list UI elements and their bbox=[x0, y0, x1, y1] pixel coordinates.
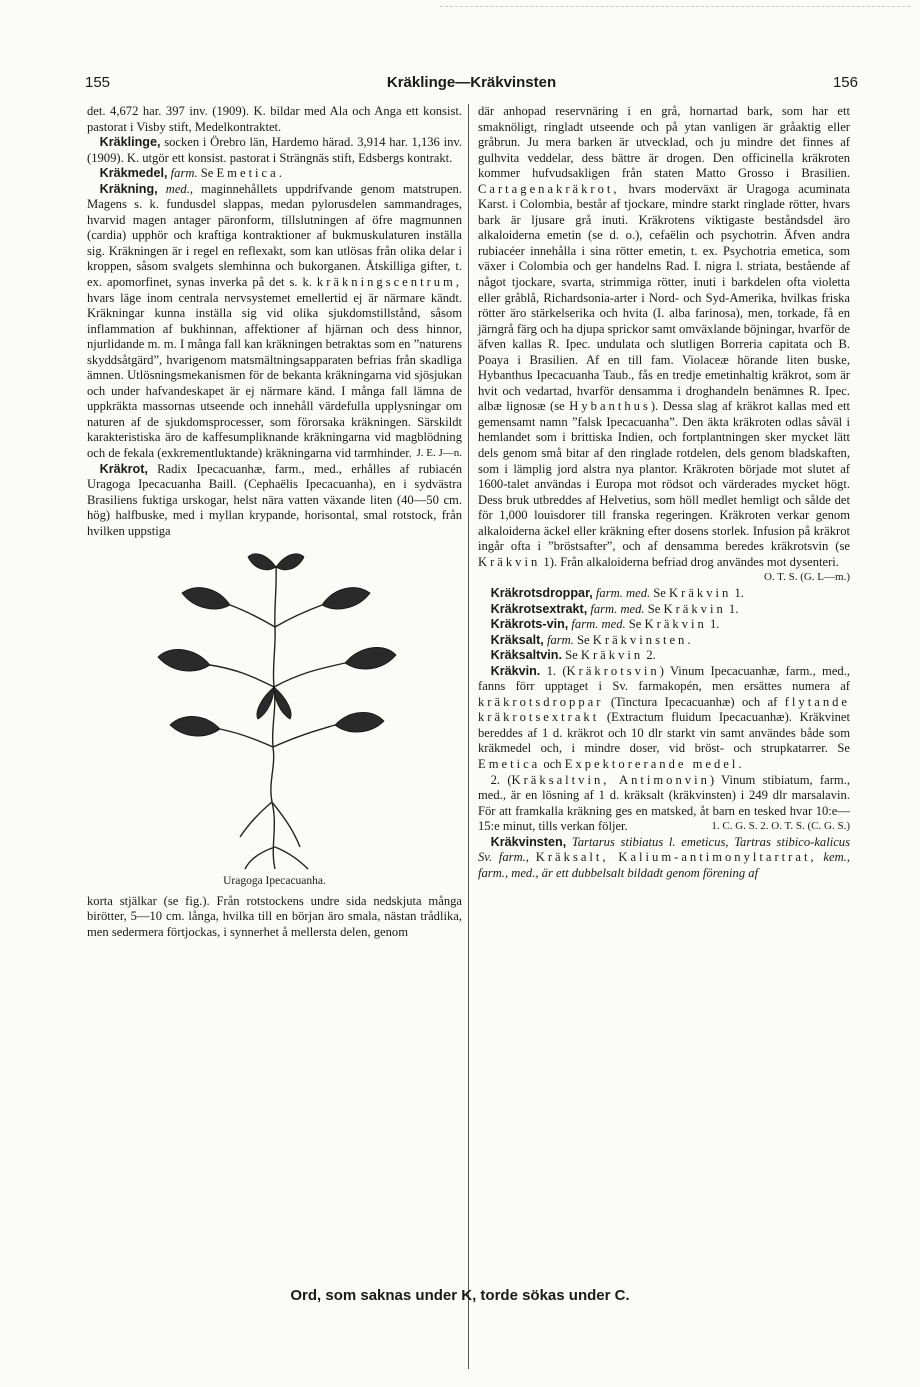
entry-krakning: Kräkning, med., maginnehållets uppdrifvande genom matstrupen. Magens s. k. fundusdel slappas, medan pylorusdelen sammandrages, hvarvid magen antager päronform, tillslutningen af öfre magmunnen (cardia) upphör och kraftiga kontraktioner af bukmuskulaturen inställa sig. Kräkningen är i regel en reflexakt, som kan utlösas från olika delar i kroppen, såsom svalgets slemhinna och bukorganen. Åtskilliga gifter, t. ex. apomorfinet, synas inverka på det s. k. kräkningscentrum, hvars läge inom centrala nervsystemet emellertid ej är närmare kändt. Kräkningar kunna inställa sig vid olika sjukdomstillstånd, såsom inflammation af bukhinnan, affektioner af hjärnan och dess hinnor, njurlidande m. m. I många fall kan kräkningen betraktas som en ”naturens skyddsåtgärd”, hvarigenom matsmältningsapparaten befrias från skadliga ämnen. Utlösningsmekanismen för de bekanta kräkningarna vid sjösjukan och under hafvandeskapet är ej närmare känd. I många fall lämna de uppkräkta massornas utseende och innehåll värdefulla upplysningar om naturen af de sjukdomsprocesser, som förorsaka kräkningen. Särskildt karakteristiska äro de kaffesumpliknande kräkningarna vid magblödning och de fekala (exkrementluktande) kräkningarna vid tarmhinder. J. E. J—n. bbox=[87, 181, 462, 461]
paragraph: det. 4,672 har. 397 inv. (1909). K. bildar med Ala och Anga ett konsist. pastorat i Visby stift, Medelkontraktet. bbox=[87, 104, 462, 134]
figure-uragoga bbox=[87, 547, 462, 890]
entry-krakvin: Kräkvin. 1. (Kräkrotsvin) Vinum Ipecacuanhæ, farm., med., fanns förr upptaget i Sv. farmakopén, men ersättes numera af kräkrotsdroppar (Tinctura Ipecacuanhæ) och af flytande kräkrotsextrakt (Extractum fluidum Ipecacuanhæ). Kräkvinet bereddes af 1 d. kräkrot och 10 dlr starkt vin samt användes både som kräkmedel och, i mindre doser, vid bröst- och strupkatarrer. Se Emetica och Expektorerande medel. bbox=[478, 663, 851, 771]
entry-krakrotsdroppar: Kräkrotsdroppar, farm. med. Se Kräkvin 1. bbox=[490, 585, 744, 600]
cross-reference: Kräkvin bbox=[580, 648, 644, 663]
author-signature: O. T. S. (G. L—m.) bbox=[763, 571, 850, 584]
headword: Kräkning, bbox=[99, 181, 158, 196]
headword: Kräksaltvin. bbox=[490, 648, 562, 663]
author-signature: J. E. J—n. bbox=[416, 447, 462, 460]
cross-reference: Kräkvinsten. bbox=[592, 632, 694, 647]
running-title: Kräklinge—Kräkvinsten bbox=[386, 74, 557, 91]
paragraph: där anhopad reservnäring i en grå, hornartad bark, som har ett smaknöligt, ringladt utseende och på ytan vanligen är gråaktig eller gråbrun. Ju mera barken är utvecklad, och ju mindre det finnes af gulhvita veddelar, dess bättre är drogen. Den officinella kräkroten kommer hufvudsakligen från staten Matto Grosso i Brasilien. Cartagenakräkrot, hvars moderväxt är Uragoga acuminata Karst. i Colombia, består af tjockare, mindre starkt ringlade rötter, hvars bark är ljusare grå inuti. Kräkrotens viktigaste beståndsdel äro alkaloiderna emetin (se d. o.), cefaëlin och psychotrin. Äfven andra rubiacéer innehålla i sina rötter emetin, t. ex. Psychotria emetica, som växer i Colombia och ger handelns Rad. I. nigra l. striata, bestående af något tjockare, svarta, strimmiga rötter, inuti i barkdelen ofta violetta eller gråblå, Richardsonia-arter i Nord- och Syd-Amerika, hvilkas friska rötter äro stärkelserika och hvita (I. alba farinosa), men, torkade, få en järngrå färg och ha djupa sprickor samt omväxlande böjningar, hvarför de äfven kallas R. Ipec. undulata och slutligen Borreria capitata och B. Poaya i Brasilien. Af en till fam. Violaceæ hörande liten buske, Hybanthus Ipecacuanha Taub., fås en tredje emetinhaltig kräkrot, som är hvit och vedartad, hvarför densamma i droghandeln benämnes R. Ipec. albæ lignosæ (se Hybanthus). Dessa slag af kräkrot kallas med ett gemensamt namn ”falsk Ipecacuanha”. Den äkta kräkroten odlas såväl i hemlandet som i brittiska Indien, och fortplantningen sker mycket lätt dels genom små bitar af den ringlade rotdelen, dels genom bladskaften, som i lämplig jord alstra nya plantor. Kräkroten började mot slutet af 1600-talet användas i Europa mot rödsot och värderades mycket högt. Dess bruk utbreddes af Helvetius, som höll medlet hemligt och sålde det för 1,000 louisdorer till franska regeringen. Kräkroten verkar genom alkaloiderna äckel eller kräkning efter dosens storlek. Infusion på kräkrot ingår ofta i ”bröstsafter”, och af densamma beredes kräkrotsvin (se Kräkvin 1). Från alkaloiderna befriad drog användes mot dysenteri. O. T. S. (G. L—m.) bbox=[478, 104, 850, 570]
headword: Kräkrotsextrakt, bbox=[490, 601, 588, 616]
entry-kraklinge: Kräklinge, socken i Örebro län, Hardemo härad. 3,914 har. 1,136 inv. (1909). K. utgör ett konsist. pastorat i Strängnäs stift, Edsbergs kontrakt. bbox=[87, 135, 462, 165]
cross-reference: Kräkvin bbox=[644, 617, 707, 632]
entry-krakvin-2: 2. (Kräksaltvin, Antimonvin) Vinum stibiatum, farm., med., är en lösning af 1 d. kräksalt (kräkvinsten) i 249 dlr marsalavin. För att framkalla kräkning ges en matsked, åt barn en tesked hvar 10:e—15:e minut, tills verkan följer. 1. C. G. S. 2. O. T. S. (C. G. S.) bbox=[478, 772, 850, 834]
left-column bbox=[87, 104, 462, 941]
page-number-right: 156 bbox=[832, 74, 858, 91]
entry-krakmedel: Kräkmedel, farm. Se Emetica. bbox=[99, 166, 285, 181]
plant-illustration bbox=[150, 547, 400, 872]
headword: Kräklinge, bbox=[99, 135, 161, 150]
headword: Kräksalt, bbox=[490, 632, 544, 647]
author-signature: 1. C. G. S. 2. O. T. S. (C. G. S.) bbox=[711, 820, 850, 833]
cross-reference: Kräkvin bbox=[663, 601, 726, 616]
headword: Kräkmedel, bbox=[99, 166, 168, 181]
right-column bbox=[478, 104, 850, 881]
top-rule bbox=[440, 6, 910, 7]
entry-krakvinsten: Kräkvinsten, Tartarus stibiatus l. emeticus, Tartras stibico-kalicus Sv. farm., Kräksalt, Kalium-antimonyltartrat, kem., farm., med., är ett dubbelsalt bildadt genom förening af bbox=[478, 834, 850, 880]
entry-kraksalt: Kräksalt, farm. Se Kräkvinsten. bbox=[490, 632, 694, 647]
entry-krakrotsextrakt: Kräkrotsextrakt, farm. med. Se Kräkvin 1. bbox=[490, 601, 739, 616]
page-number-left: 155 bbox=[85, 74, 111, 91]
cross-reference: Emetica. bbox=[216, 166, 285, 181]
column-divider bbox=[468, 104, 469, 1369]
figure-caption: Uragoga Ipecacuanha. bbox=[223, 875, 326, 888]
headword: Kräkvinsten, bbox=[490, 834, 567, 849]
paragraph: korta stjälkar (se fig.). Från rotstockens undre sida nedskjuta många birötter, 5—10 cm. långa, hvilka till en början äro smala, nästan trådlika, men sedermera förtjockas, i synnerhet å mellersta delen, genom bbox=[87, 893, 462, 939]
headword: Kräkvin. bbox=[490, 663, 541, 678]
page-footer-note: Ord, som saknas under K, torde sökas under C. bbox=[290, 1287, 630, 1304]
headword: Kräkrot, bbox=[99, 461, 148, 476]
headword: Kräkrotsdroppar, bbox=[490, 585, 593, 600]
headword: Kräkrots-vin, bbox=[490, 617, 569, 632]
entry-kraksaltvin: Kräksaltvin. Se Kräkvin 2. bbox=[490, 648, 656, 663]
entry-krakrots-vin: Kräkrots-vin, farm. med. Se Kräkvin 1. bbox=[490, 617, 720, 632]
cross-reference: Kräkvin bbox=[669, 585, 732, 600]
page-header bbox=[85, 74, 858, 96]
entry-krakrot: Kräkrot, Radix Ipecacuanhæ, farm., med., erhålles af rubiacén Uragoga Ipecacuanha Baill. (Cephaëlis Ipecacuanha), en i sydvästra Brasiliens fuktiga urskogar, helst nära vatten växande liten (40—50 cm. hög) halfbuske, med i myllan krypande, horisontal, smal rotstock, från hvilken uppstiga bbox=[87, 461, 462, 538]
